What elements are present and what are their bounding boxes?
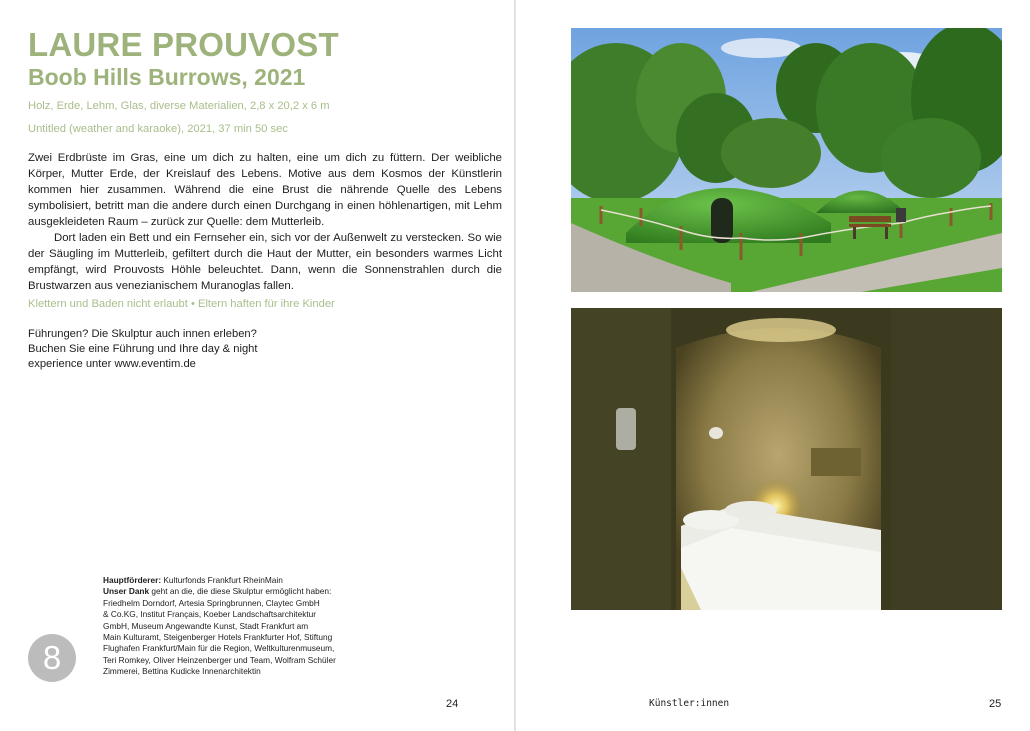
body-paragraph-1: Zwei Erdbrüste im Gras, eine um dich zu halten, eine um dich zu füttern. Der weibliche Körper, Mutter Erde, der Kreislauf des Lebens. Motive aus dem Kosmos der Künstlerin kommen hier zusammen. Während die eine Brust die nährende Quelle des Lebens symbolisiert, betritt man die andere durch einen Durchgang in einen höhlenartigen, mit Lehm ausgekleideten Raum – zurück zur Quelle: dem Mutterleib. — [28, 152, 502, 228]
thanks-label: Unser Dank — [103, 586, 150, 597]
credits-line: & Co.KG, Institut Français, Koeber Landschaftsarchitektur — [103, 609, 317, 620]
left-page — [0, 0, 514, 731]
credits-line: Flughafen Frankfurt/Main für die Region, Weltkulturenmuseum, — [103, 643, 335, 654]
tour-info — [28, 327, 328, 372]
materials-line: Holz, Erde, Lehm, Glas, diverse Materialien, 2,8 x 20,2 x 6 m — [28, 100, 330, 112]
artist-name: LAURE PROUVOST — [28, 26, 339, 63]
main-sponsor-label: Hauptförderer: — [103, 575, 162, 585]
page-number-right: 25 — [989, 698, 1002, 710]
credits-line: Main Kulturamt, Steigenberger Hotels Frankfurter Hof, Stiftung — [103, 632, 333, 643]
right-page — [516, 0, 1030, 731]
credits-line: Zimmerei, Bettina Kudicke Innenarchitektin — [103, 666, 261, 677]
credits-line: Friedhelm Dorndorf, Artesia Springbrunnen, Claytec GmbH — [103, 597, 320, 608]
credits-block — [103, 575, 403, 678]
credits-line: Teri Romkey, Oliver Heinzenberger und Team, Wolfram Schüler — [103, 654, 336, 665]
safety-notice: Klettern und Baden nicht erlaubt • Eltern haften für ihre Kinder — [28, 298, 335, 310]
credits-thanks-line — [103, 586, 403, 597]
page-number-left: 24 — [446, 698, 459, 710]
station-number-badge: 8 — [28, 634, 76, 682]
credits-sponsor-line — [103, 575, 403, 586]
sound-work-line: Untitled (weather and karaoke), 2021, 37 min 50 sec — [28, 123, 288, 135]
body-paragraph-2: Dort laden ein Bett und ein Fernseher ein, sich vor der Außenwelt zu verstecken. So wie der Säugling im Mutterleib, gefiltert durch die Haut der Mutter, ein besonders warmes Licht empfängt, wird Prouvosts Höhle beleuchtet. Dann, wenn die Sonnenstrahlen durch die Brustwarzen aus venezianischem Muranoglas fallen. — [28, 232, 502, 292]
section-label: Künstler:innen — [649, 698, 730, 709]
tour-line-2: Buchen Sie eine Führung und Ihre day & night — [28, 343, 258, 355]
tour-line-3: experience unter www.eventim.de — [28, 358, 196, 370]
credits-line: GmbH, Museum Angewandte Kunst, Stadt Frankfurt am — [103, 620, 309, 631]
thanks-intro: geht an die, die diese Skulptur ermöglicht haben: — [149, 586, 332, 597]
tour-line-1: Führungen? Die Skulptur auch innen erleben? — [28, 328, 257, 340]
work-title: Boob Hills Burrows, 2021 — [28, 64, 306, 90]
photo-earth-mounds-park — [571, 28, 1002, 292]
body-text — [28, 150, 502, 294]
photo-cave-interior-bed — [571, 308, 1002, 610]
main-sponsor: Kulturfonds Frankfurt RheinMain — [161, 575, 283, 585]
